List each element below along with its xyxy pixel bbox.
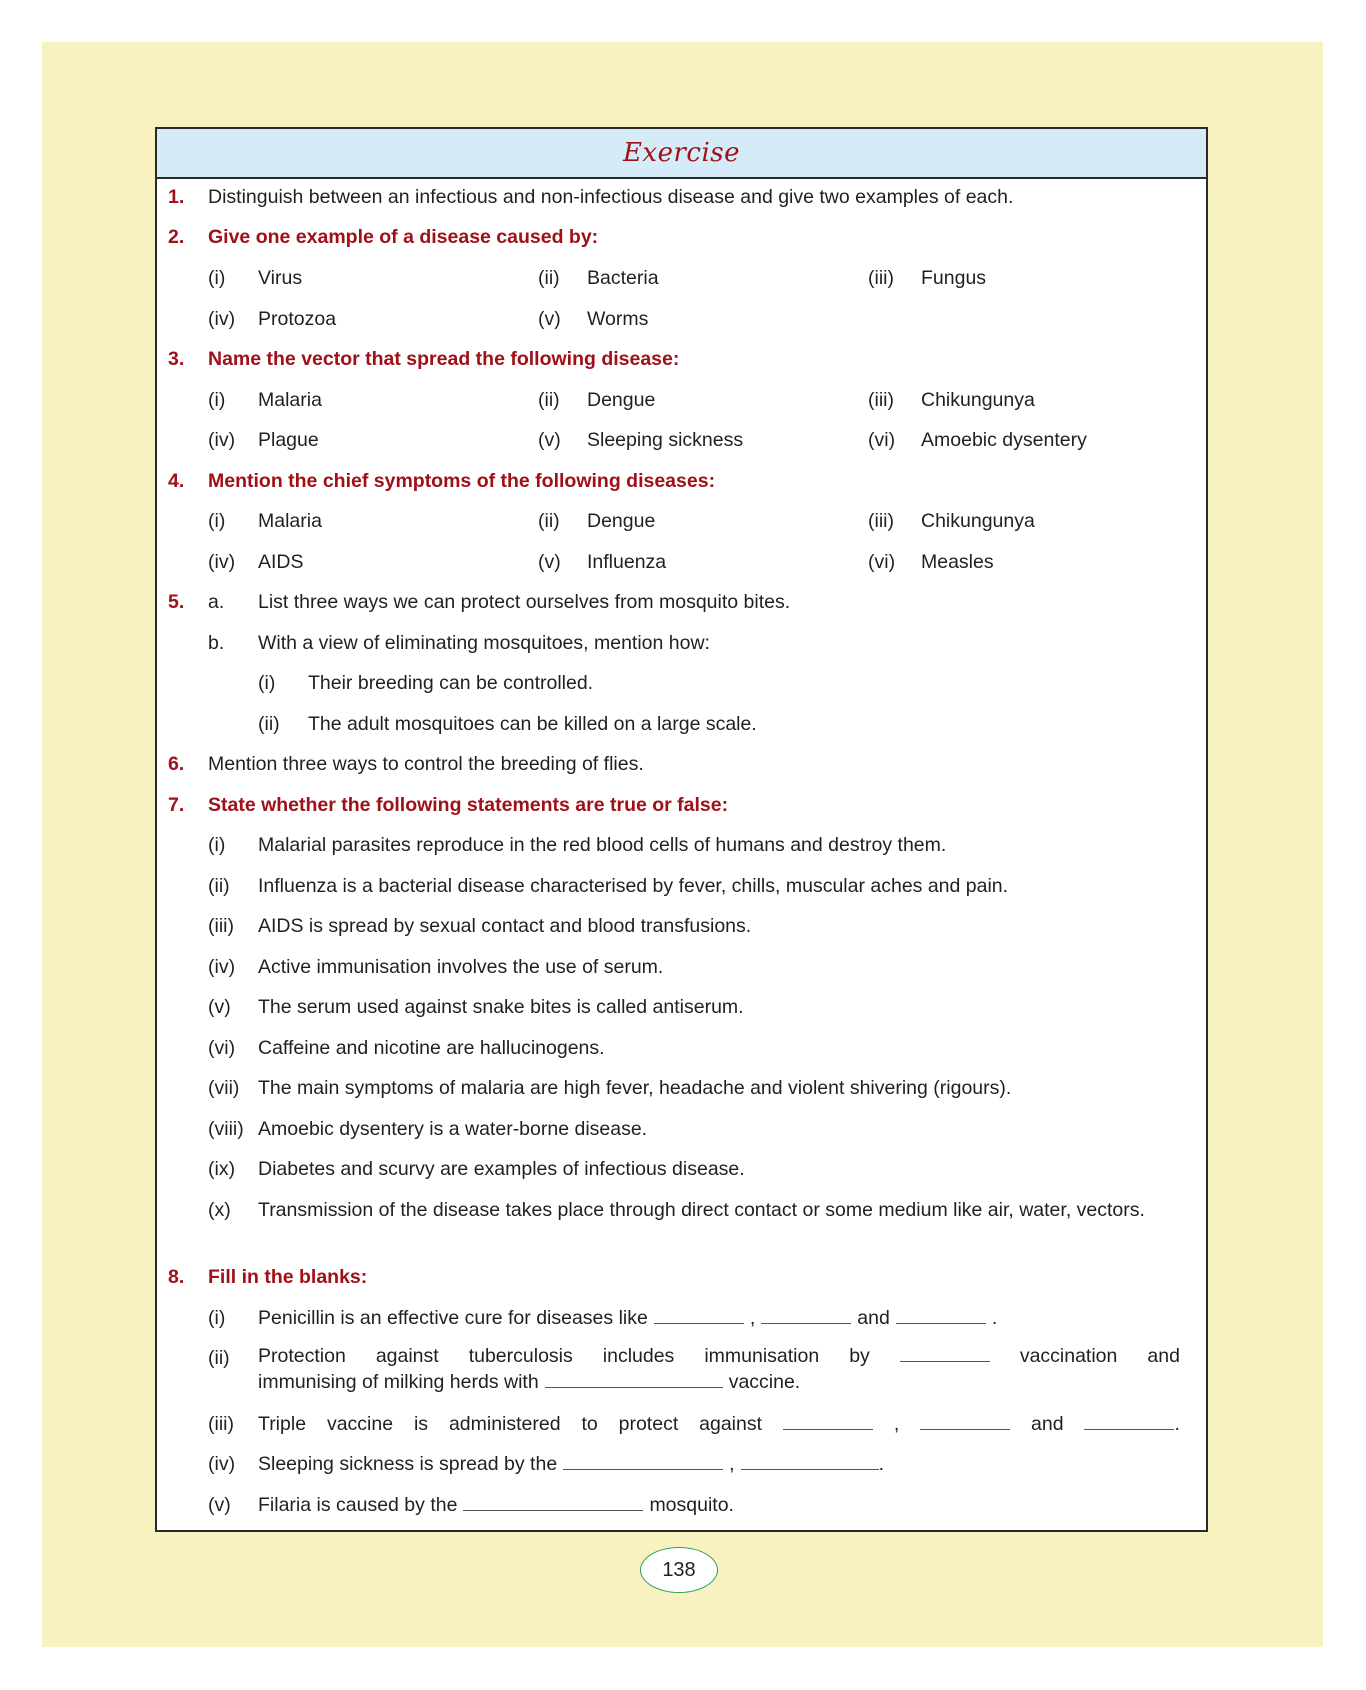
item-label: (v)	[538, 308, 561, 330]
blank-suffix: mosquito.	[649, 1494, 734, 1516]
part-label: b.	[208, 632, 225, 654]
fill-blank-row	[157, 1449, 1206, 1479]
subitem-row	[157, 709, 1206, 739]
item-label: (iii)	[208, 915, 234, 937]
item-label: (v)	[208, 996, 231, 1018]
fill-blank-row	[157, 1303, 1206, 1333]
item-label: (i)	[208, 834, 226, 856]
exercise-header	[157, 129, 1206, 179]
statement-row	[157, 871, 1206, 901]
item-text: Amoebic dysentery	[921, 429, 1087, 451]
item-label: (vi)	[208, 1037, 236, 1059]
item-text: AIDS	[258, 551, 304, 573]
question-5-part-b	[157, 628, 1206, 658]
word: vaccine	[326, 1413, 394, 1435]
subitem-row	[157, 668, 1206, 698]
options-row	[157, 506, 1206, 536]
question-number: 7.	[168, 794, 185, 816]
exercise-box	[155, 127, 1208, 1532]
item-label: (iii)	[868, 510, 894, 532]
question-1	[157, 182, 1206, 212]
item-label: (v)	[208, 1494, 231, 1516]
item-label: (i)	[208, 510, 226, 532]
word: to	[581, 1413, 598, 1435]
question-number: 8.	[168, 1266, 185, 1288]
question-number: 4.	[168, 470, 185, 492]
separator: ,	[893, 1413, 900, 1435]
statement-row	[157, 1114, 1206, 1144]
question-text: Name the vector that spread the following disease:	[208, 348, 680, 370]
item-text: The main symptoms of malaria are high fever, headache and violent shivering (rigours).	[258, 1077, 1012, 1099]
word: Protection	[258, 1345, 346, 1367]
item-label: (ii)	[208, 875, 230, 897]
question-7	[157, 790, 1206, 820]
item-text: Dengue	[587, 389, 656, 411]
item-text: AIDS is spread by sexual contact and blood transfusions.	[258, 915, 752, 937]
item-text: Chikungunya	[921, 510, 1035, 532]
blank-field[interactable]	[900, 1360, 990, 1362]
item-text: Protozoa	[258, 308, 337, 330]
blank-field[interactable]	[654, 1322, 744, 1324]
item-text: Plague	[258, 429, 319, 451]
word: by	[849, 1345, 870, 1367]
question-number: 1.	[168, 186, 185, 208]
item-text	[258, 1343, 1180, 1395]
question-text: Mention the chief symptoms of the following diseases:	[208, 470, 716, 492]
word: and	[1031, 1413, 1064, 1435]
blank-connector: and	[857, 1307, 890, 1329]
item-text: Worms	[587, 308, 649, 330]
item-label: (i)	[258, 672, 276, 694]
statement-row	[157, 911, 1206, 941]
blank-field[interactable]	[920, 1428, 1010, 1430]
item-label: (iv)	[208, 1453, 236, 1475]
item-text: Transmission of the disease takes place through direct contact or some medium like air, water, vectors.	[258, 1199, 1145, 1221]
statement-row	[157, 1033, 1206, 1063]
question-3	[157, 344, 1206, 374]
item-text	[258, 1303, 997, 1333]
word: and	[1147, 1345, 1180, 1367]
word: against	[375, 1345, 439, 1367]
item-text: Malaria	[258, 389, 322, 411]
question-text: Fill in the blanks:	[208, 1266, 368, 1288]
item-text: Caffeine and nicotine are hallucinogens.	[258, 1037, 605, 1059]
item-label: (x)	[208, 1199, 231, 1221]
fill-blank-row	[157, 1343, 1206, 1399]
item-label: (iv)	[208, 429, 236, 451]
item-label: (ii)	[538, 510, 560, 532]
word: administered	[448, 1413, 561, 1435]
blank-prefix: immunising of milking herds with	[258, 1371, 539, 1393]
item-label: (iv)	[208, 956, 236, 978]
item-label: (vii)	[208, 1077, 240, 1099]
blank-separator: ,	[749, 1307, 756, 1329]
word: includes	[602, 1345, 675, 1367]
statement-row	[157, 1073, 1206, 1103]
item-text: Influenza is a bacterial disease characterised by fever, chills, muscular aches and pain.	[258, 875, 1009, 897]
blank-field[interactable]	[463, 1509, 643, 1511]
blank-suffix: .	[878, 1453, 885, 1475]
item-text: Chikungunya	[921, 389, 1035, 411]
statement-row	[157, 1154, 1206, 1184]
word: immunisation	[704, 1345, 820, 1367]
blank-field[interactable]	[741, 1468, 879, 1470]
item-text: Virus	[258, 267, 303, 289]
page-title: Exercise	[622, 138, 741, 168]
blank-suffix: vaccine.	[728, 1371, 801, 1393]
question-text: Give one example of a disease caused by:	[208, 226, 599, 248]
question-text: Mention three ways to control the breeding of flies.	[208, 753, 644, 775]
line-2	[258, 1369, 1180, 1395]
item-text: The serum used against snake bites is called antiserum.	[258, 996, 744, 1018]
item-label: (vi)	[868, 551, 896, 573]
word: vaccination	[1019, 1345, 1118, 1367]
question-2	[157, 222, 1206, 252]
item-label: (ii)	[538, 389, 560, 411]
item-label: (v)	[538, 429, 561, 451]
part-text: With a view of eliminating mosquitoes, mention how:	[258, 632, 710, 654]
part-label: a.	[208, 591, 225, 613]
fill-blank-row	[157, 1409, 1206, 1439]
item-label: (ii)	[538, 267, 560, 289]
question-number: 6.	[168, 753, 185, 775]
item-text: Their breeding can be controlled.	[308, 672, 594, 694]
blank-suffix: .	[991, 1307, 998, 1329]
options-row	[157, 263, 1206, 293]
item-label: (ii)	[258, 713, 280, 735]
blank-prefix: Penicillin is an effective cure for diseases like	[258, 1307, 648, 1329]
blank-field[interactable]	[545, 1386, 723, 1388]
blank-prefix: Filaria is caused by the	[258, 1494, 458, 1516]
question-number: 5.	[168, 591, 185, 613]
blank-field[interactable]	[761, 1322, 851, 1324]
item-label: (viii)	[208, 1118, 244, 1140]
item-label: (v)	[538, 551, 561, 573]
item-label: (iii)	[208, 1413, 234, 1435]
statement-row	[157, 1195, 1206, 1251]
blank-field[interactable]	[783, 1428, 873, 1430]
word: against	[699, 1413, 763, 1435]
item-text: Malaria	[258, 510, 322, 532]
item-text: Malarial parasites reproduce in the red blood cells of humans and destroy them.	[258, 834, 947, 856]
item-label: (ii)	[208, 1347, 230, 1369]
page-number: 138	[640, 1547, 718, 1593]
word: is	[413, 1413, 429, 1435]
item-text: Dengue	[587, 510, 656, 532]
item-label: (i)	[208, 267, 226, 289]
item-label: (iii)	[868, 267, 894, 289]
item-label: (iv)	[208, 551, 236, 573]
question-number: 3.	[168, 348, 185, 370]
word: protect	[618, 1413, 679, 1435]
item-label: (ix)	[208, 1158, 236, 1180]
question-8	[157, 1262, 1206, 1292]
statement-row	[157, 830, 1206, 860]
options-row	[157, 304, 1206, 334]
item-text	[258, 1409, 1180, 1439]
question-number: 2.	[168, 226, 185, 248]
blank-prefix: Sleeping sickness is spread by the	[258, 1453, 558, 1475]
question-text: Distinguish between an infectious and non-infectious disease and give two examples of each.	[208, 186, 1014, 208]
question-5	[157, 587, 1206, 617]
item-text: Influenza	[587, 551, 667, 573]
item-text: Bacteria	[587, 267, 659, 289]
item-label: (i)	[208, 389, 226, 411]
item-text: Sleeping sickness	[587, 429, 744, 451]
item-text: Fungus	[921, 267, 987, 289]
item-label: (vi)	[868, 429, 896, 451]
question-6	[157, 749, 1206, 779]
blank-field[interactable]	[563, 1468, 723, 1470]
word: Triple	[258, 1413, 307, 1435]
item-text: The adult mosquitoes can be killed on a large scale.	[308, 713, 757, 735]
statement-row	[157, 952, 1206, 982]
last-blank-group	[1084, 1409, 1179, 1439]
word: tuberculosis	[468, 1345, 573, 1367]
item-label: (iii)	[868, 389, 894, 411]
blank-separator: ,	[729, 1453, 735, 1475]
part-text: List three ways we can protect ourselves from mosquito bites.	[258, 591, 791, 613]
question-text: State whether the following statements are true or false:	[208, 794, 729, 816]
blank-suffix: .	[1174, 1413, 1180, 1435]
item-text	[258, 1490, 734, 1520]
options-row	[157, 547, 1206, 577]
statement-row	[157, 992, 1206, 1022]
blank-field[interactable]	[1084, 1428, 1174, 1430]
item-label: (iv)	[208, 308, 236, 330]
blank-field[interactable]	[896, 1322, 986, 1324]
item-text: Active immunisation involves the use of serum.	[258, 956, 664, 978]
question-4	[157, 466, 1206, 496]
item-text	[258, 1449, 884, 1479]
options-row	[157, 385, 1206, 415]
line-1	[258, 1343, 1180, 1369]
item-label: (i)	[208, 1307, 226, 1329]
item-text: Diabetes and scurvy are examples of infectious disease.	[258, 1158, 745, 1180]
fill-blank-row	[157, 1490, 1206, 1520]
options-row	[157, 425, 1206, 455]
item-text: Measles	[921, 551, 994, 573]
item-text: Amoebic dysentery is a water-borne disease.	[258, 1118, 648, 1140]
